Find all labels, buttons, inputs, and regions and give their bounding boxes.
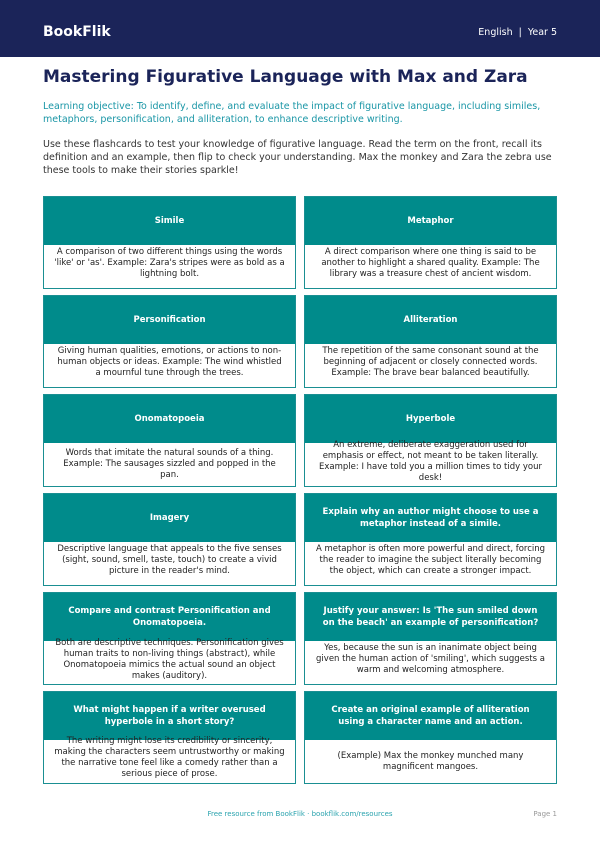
flashcard-row bbox=[43, 493, 557, 592]
flashcard-back: Both are descriptive techniques. Personification gives human traits to non-living things (abstract), while Onomatopoeia mimics the actual sound an object makes (auditory). bbox=[55, 637, 284, 681]
flashcard[interactable] bbox=[43, 295, 296, 388]
flashcard[interactable] bbox=[304, 592, 557, 685]
flashcard-front: What might happen if a writer overused hyperbole in a short story? bbox=[44, 692, 295, 740]
flashcard-back: An extreme, deliberate exaggeration used for emphasis or effect, not meant to be taken literally. Example: I have told you a million times to tidy your desk! bbox=[319, 439, 542, 483]
flashcard[interactable] bbox=[43, 196, 296, 289]
flashcard-back: The repetition of the same consonant sound at the beginning of adjacent or closely connected words. Example: The brave bear balanced beautifully. bbox=[322, 346, 539, 378]
flashcard-front: Alliteration bbox=[305, 296, 556, 344]
flashcard-back: Yes, because the sun is an inanimate object being given the human action of 'smiling', which suggests a warm and welcoming atmosphere. bbox=[316, 643, 545, 675]
flashcard-front: Create an original example of alliteration using a character name and an action. bbox=[305, 692, 556, 740]
flashcard-grid bbox=[43, 196, 557, 790]
flashcard-back: A metaphor is often more powerful and direct, forcing the reader to imagine the subject literally becoming the object, which can create a stronger impact. bbox=[315, 544, 546, 576]
flashcard-front: Simile bbox=[44, 197, 295, 245]
flashcard-row bbox=[43, 691, 557, 790]
flashcard[interactable] bbox=[304, 691, 557, 784]
flashcard-back: Giving human qualities, emotions, or actions to non-human objects or ideas. Example: The wind whistled a mournful tune through the trees. bbox=[57, 346, 282, 378]
flashcard[interactable] bbox=[304, 196, 557, 289]
flashcard-back: The writing might lose its credibility or sincerity, making the characters seem untrustworthy or making the narrative tone feel like a comedy rather than a serious piece of prose. bbox=[54, 735, 285, 779]
flashcard-front: Imagery bbox=[44, 494, 295, 542]
flashcard-front: Explain why an author might choose to use a metaphor instead of a simile. bbox=[305, 494, 556, 542]
flashcard-back: A direct comparison where one thing is said to be another to highlight a shared quality. Example: The library was a treasure chest of ancient wisdom. bbox=[321, 247, 540, 279]
intro-text: Use these flashcards to test your knowledge of figurative language. Read the term on the front, recall its definition and an example, then flip to check your understanding. Max the monkey and Zara the zebra use these tools to make their stories sparkle! bbox=[43, 139, 552, 176]
flashcard[interactable] bbox=[43, 691, 296, 784]
flashcard-back: Words that imitate the natural sounds of a thing. Example: The sausages sizzled and popped in the pan. bbox=[63, 448, 276, 480]
flashcard-row bbox=[43, 592, 557, 691]
flashcard[interactable] bbox=[304, 295, 557, 388]
flashcard-front: Metaphor bbox=[305, 197, 556, 245]
learning-objective: Learning objective: To identify, define, and evaluate the impact of figurative language, including similes, metaphors, personification, and alliteration, to enhance descriptive writing. bbox=[43, 101, 541, 125]
flashcard-front: Personification bbox=[44, 296, 295, 344]
flashcard[interactable] bbox=[43, 493, 296, 586]
flashcard[interactable] bbox=[43, 394, 296, 487]
header-bar bbox=[0, 0, 600, 57]
page-title: Mastering Figurative Language with Max and Zara bbox=[43, 67, 528, 87]
flashcard-back: Descriptive language that appeals to the five senses (sight, sound, smell, taste, touch) to create a vivid picture in the reader's mind. bbox=[57, 544, 282, 576]
flashcard[interactable] bbox=[304, 394, 557, 487]
flashcard-row bbox=[43, 295, 557, 394]
flashcard-front: Compare and contrast Personification and Onomatopoeia. bbox=[44, 593, 295, 641]
year-label: Year 5 bbox=[527, 27, 557, 38]
flashcard-front: Hyperbole bbox=[305, 395, 556, 443]
footer-link[interactable]: Free resource from BookFlik · bookflik.com/resources bbox=[207, 810, 393, 818]
brand-logo[interactable]: BookFlik bbox=[43, 24, 111, 40]
flashcard-back: (Example) Max the monkey munched many magnificent mangoes. bbox=[337, 750, 524, 772]
page-number: Page 1 bbox=[533, 810, 557, 818]
header-meta bbox=[478, 26, 557, 40]
flashcard[interactable] bbox=[304, 493, 557, 586]
subject-label: English bbox=[478, 27, 513, 38]
flashcard[interactable] bbox=[43, 592, 296, 685]
flashcard-row bbox=[43, 394, 557, 493]
flashcard-row bbox=[43, 196, 557, 295]
flashcard-back: A comparison of two different things using the words 'like' or 'as'. Example: Zara's stripes were as bold as a lightning bolt. bbox=[54, 247, 285, 279]
flashcard-front: Onomatopoeia bbox=[44, 395, 295, 443]
meta-separator: | bbox=[518, 27, 522, 38]
flashcard-front: Justify your answer: Is 'The sun smiled down on the beach' an example of personification? bbox=[305, 593, 556, 641]
